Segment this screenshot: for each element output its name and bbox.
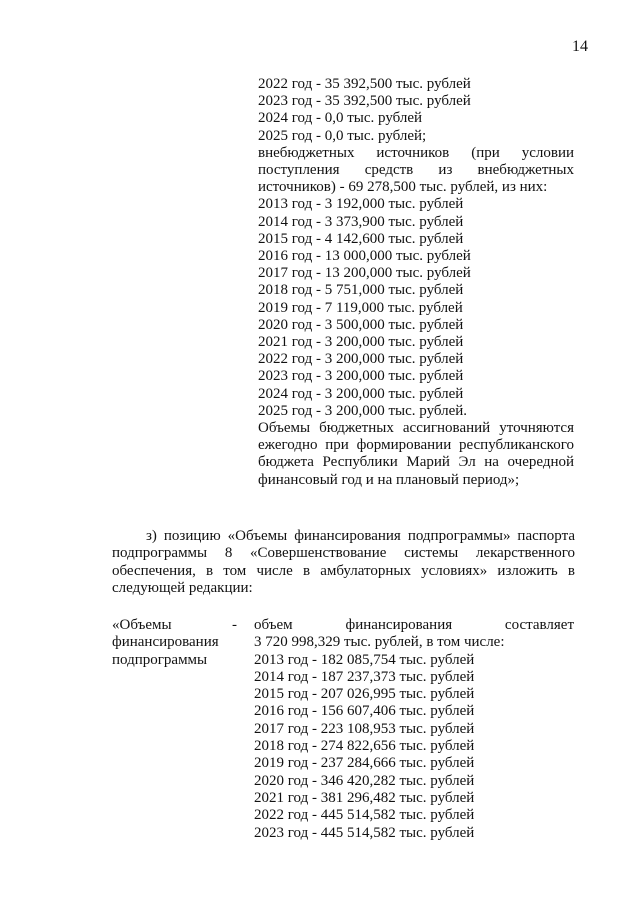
year-line: 2014 год - 187 237,373 тыс. рублей: [254, 668, 475, 685]
year-line: 2019 год - 237 284,666 тыс. рублей: [254, 755, 475, 772]
year-line: 2022 год - 3 200,000 тыс. рублей: [258, 351, 464, 368]
year-line: 2017 год - 223 108,953 тыс. рублей: [254, 720, 475, 737]
year-line: 2021 год - 381 296,482 тыс. рублей: [254, 789, 475, 806]
passport-label-line: финансирования: [112, 634, 219, 651]
year-line: 2022 год - 35 392,500 тыс. рублей: [258, 76, 471, 92]
extra-budget-sources-line: внебюджетных источников (при условии: [258, 144, 574, 161]
passport-label-line: [112, 617, 252, 634]
year-line: 2017 год - 13 200,000 тыс. рублей: [258, 265, 471, 282]
year-line: 2016 год - 13 000,000 тыс. рублей: [258, 248, 471, 265]
passport-label-text: «Объемы: [112, 617, 172, 633]
passport-value-column: [254, 617, 574, 842]
year-line: 2015 год - 207 026,995 тыс. рублей: [254, 686, 475, 703]
year-line: 2013 год - 3 192,000 тыс. рублей: [258, 196, 464, 213]
year-line: 2023 год - 3 200,000 тыс. рублей: [258, 368, 464, 385]
passport-label-dash: -: [232, 617, 237, 633]
year-line: 2021 год - 3 200,000 тыс. рублей: [258, 334, 464, 351]
year-line: 2025 год - 3 200,000 тыс. рублей.: [258, 402, 468, 419]
year-line: 2018 год - 5 751,000 тыс. рублей: [258, 282, 464, 299]
year-line: 2020 год - 3 500,000 тыс. рублей: [258, 316, 464, 333]
year-line: 2014 год - 3 373,900 тыс. рублей: [258, 213, 464, 230]
year-line: 2013 год - 182 085,754 тыс. рублей: [254, 651, 475, 668]
passport-label-column: [112, 617, 252, 669]
total-funding-amount: 3 720 998,329 тыс. рублей, в том числе:: [254, 634, 505, 651]
year-line: 2025 год - 0,0 тыс. рублей;: [258, 127, 427, 144]
total-funding-line: объем финансирования составляет: [254, 617, 574, 633]
extra-budget-sources-total: источников) - 69 278,500 тыс. рублей, из них:: [258, 179, 548, 196]
funding-continuation-block: [258, 76, 574, 489]
extra-budget-sources-line: поступления средств из внебюджетных: [258, 162, 574, 179]
year-line: 2024 год - 0,0 тыс. рублей: [258, 110, 423, 127]
section-z-text: з) позицию «Объемы финансирования подпрограммы» паспорта подпрограммы 8 «Совершенствование системы лекарственного обеспечения, в том числе в амбулаторных условиях» изложить в следующей редакции:: [112, 528, 575, 597]
year-line: 2018 год - 274 822,656 тыс. рублей: [254, 738, 475, 755]
year-line: 2022 год - 445 514,582 тыс. рублей: [254, 807, 475, 824]
year-line: 2023 год - 35 392,500 тыс. рублей: [258, 93, 471, 110]
budget-note-paragraph: Объемы бюджетных ассигнований уточняются ежегодно при формировании республиканского бюджета Республики Марий Эл на очередной финансовый год и на плановый период»;: [258, 420, 574, 488]
passport-label-line: подпрограммы: [112, 651, 208, 668]
page-number: 14: [572, 38, 588, 55]
year-line: 2016 год - 156 607,406 тыс. рублей: [254, 703, 475, 720]
year-line: 2020 год - 346 420,282 тыс. рублей: [254, 772, 475, 789]
year-line: 2019 год - 7 119,000 тыс. рублей: [258, 299, 463, 316]
section-z-paragraph: [112, 528, 575, 598]
year-line: 2024 год - 3 200,000 тыс. рублей: [258, 385, 464, 402]
year-line: 2015 год - 4 142,600 тыс. рублей: [258, 230, 464, 247]
year-line: 2023 год - 445 514,582 тыс. рублей: [254, 824, 475, 841]
